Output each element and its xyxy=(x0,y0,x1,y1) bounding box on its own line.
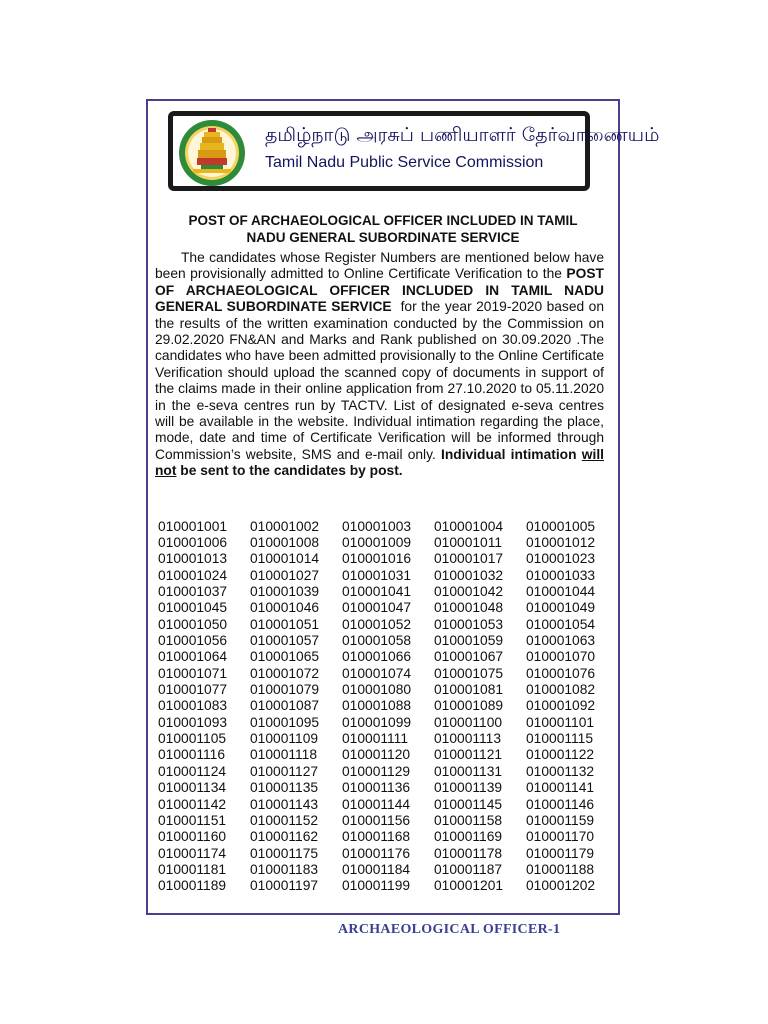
table-row xyxy=(158,583,618,599)
register-number: 010001092 xyxy=(526,698,596,714)
register-number: 010001101 xyxy=(526,714,595,730)
table-row xyxy=(158,878,618,894)
table-row xyxy=(158,534,618,550)
register-number: 010001124 xyxy=(158,763,227,779)
register-number: 010001159 xyxy=(526,812,595,828)
register-number: 010001076 xyxy=(526,665,596,681)
register-number: 010001009 xyxy=(342,535,412,551)
register-number: 010001080 xyxy=(342,682,412,698)
register-number: 010001008 xyxy=(250,535,320,551)
register-number: 010001099 xyxy=(342,714,412,730)
register-number: 010001046 xyxy=(250,600,320,616)
register-number: 010001082 xyxy=(526,682,596,698)
register-number: 010001049 xyxy=(526,600,596,616)
table-row xyxy=(158,600,618,616)
table-row xyxy=(158,616,618,632)
register-number: 010001136 xyxy=(342,780,411,796)
register-number: 010001079 xyxy=(250,682,320,698)
register-number: 010001120 xyxy=(342,747,411,763)
register-number: 010001052 xyxy=(342,616,412,632)
register-number: 010001143 xyxy=(250,796,319,812)
paragraph-text-2: for the year 2019-2020 based on the results of the written examination conducted by the Commission on 29.02.2020 FN&AN and Marks and Rank published on 30.09.2020 .The candidates who have been admitted provisionally to the Online Certificate Verification should upload the scanned copy of documents in support of the claims made in their online application from 27.10.2020 to 05.11.2020 in the e-seva centres run by TACTV. List of designated e-seva centres will be available in the website. Individual intimation regarding the place, mode, date and time of Certificate Verification will be informed through Commission’s website, SMS and e-mail only. xyxy=(155,299,604,462)
register-number: 010001041 xyxy=(342,584,412,600)
register-number: 010001146 xyxy=(526,796,595,812)
register-number: 010001199 xyxy=(342,878,411,894)
register-number: 010001027 xyxy=(250,567,320,583)
register-number: 010001144 xyxy=(342,796,411,812)
register-number: 010001156 xyxy=(342,812,411,828)
register-number: 010001056 xyxy=(158,633,228,649)
register-number: 010001132 xyxy=(526,763,595,779)
register-numbers-table xyxy=(158,518,618,894)
register-number: 010001151 xyxy=(158,812,227,828)
register-number: 010001089 xyxy=(434,698,504,714)
register-number: 010001032 xyxy=(434,567,504,583)
tamil-nadu-emblem-icon xyxy=(177,118,247,188)
register-number: 010001141 xyxy=(526,780,595,796)
table-row xyxy=(158,714,618,730)
register-number: 010001045 xyxy=(158,600,228,616)
register-number: 010001048 xyxy=(434,600,504,616)
register-number: 010001118 xyxy=(250,747,318,763)
register-number: 010001122 xyxy=(526,747,595,763)
register-number: 010001039 xyxy=(250,584,320,600)
register-number: 010001064 xyxy=(158,649,228,665)
register-number: 010001011 xyxy=(434,535,503,551)
register-number: 010001131 xyxy=(434,763,503,779)
register-number: 010001014 xyxy=(250,551,320,567)
register-number: 010001202 xyxy=(526,878,596,894)
footer-label: ARCHAEOLOGICAL OFFICER-1 xyxy=(338,922,561,937)
register-number: 010001111 xyxy=(342,731,408,747)
register-number: 010001135 xyxy=(250,780,319,796)
intimation-bold-a: Individual intimation xyxy=(441,446,577,462)
register-number: 010001115 xyxy=(526,731,594,747)
register-number: 010001017 xyxy=(434,551,504,567)
register-number: 010001059 xyxy=(434,633,504,649)
document-frame xyxy=(146,99,660,915)
register-number: 010001088 xyxy=(342,698,412,714)
register-number: 010001037 xyxy=(158,584,228,600)
register-number: 010001016 xyxy=(342,551,412,567)
register-number: 010001121 xyxy=(434,747,503,763)
commission-header xyxy=(168,111,660,191)
intimation-bold-b: be sent to the candidates by post. xyxy=(180,463,403,479)
table-row xyxy=(158,730,618,746)
register-number: 010001067 xyxy=(434,649,504,665)
register-number: 010001083 xyxy=(158,698,228,714)
table-row xyxy=(158,861,618,877)
register-number: 010001145 xyxy=(434,796,503,812)
table-row xyxy=(158,551,618,567)
table-row xyxy=(158,747,618,763)
register-number: 010001176 xyxy=(342,845,411,861)
register-number: 010001024 xyxy=(158,567,228,583)
register-number: 010001152 xyxy=(250,812,319,828)
register-number: 010001116 xyxy=(158,747,226,763)
table-row xyxy=(158,698,618,714)
register-number: 010001109 xyxy=(250,731,319,747)
register-number: 010001181 xyxy=(158,861,227,877)
table-row xyxy=(158,681,618,697)
register-number: 010001178 xyxy=(434,845,503,861)
register-number: 010001169 xyxy=(434,829,503,845)
paragraph-text-1: The candidates whose Register Numbers are mentioned below have been provisionally admitted to Online Certificate Verification to the xyxy=(155,250,604,282)
register-number: 010001197 xyxy=(250,878,319,894)
register-number: 010001047 xyxy=(342,600,412,616)
register-number: 010001053 xyxy=(434,616,504,632)
notice-paragraph xyxy=(155,250,604,480)
register-number: 010001075 xyxy=(434,665,504,681)
register-number: 010001050 xyxy=(158,616,228,632)
register-number: 010001175 xyxy=(250,845,319,861)
table-row xyxy=(158,845,618,861)
register-number: 010001139 xyxy=(434,780,503,796)
register-number: 010001033 xyxy=(526,567,596,583)
register-number: 010001066 xyxy=(342,649,412,665)
register-number: 010001058 xyxy=(342,633,412,649)
register-number: 010001077 xyxy=(158,682,228,698)
register-number: 010001095 xyxy=(250,714,320,730)
register-number: 010001162 xyxy=(250,829,319,845)
register-number: 010001100 xyxy=(434,714,503,730)
register-number: 010001174 xyxy=(158,845,227,861)
tamil-commission-title: தமிழ்நாடு அரசுப் பணியாளர் தேர்வாணையம் xyxy=(265,124,660,146)
register-number: 010001005 xyxy=(526,518,596,534)
table-row xyxy=(158,567,618,583)
table-row xyxy=(158,763,618,779)
register-number: 010001051 xyxy=(250,616,320,632)
register-number: 010001160 xyxy=(158,829,227,845)
register-number: 010001158 xyxy=(434,812,503,828)
table-row xyxy=(158,796,618,812)
register-number: 010001072 xyxy=(250,665,320,681)
register-number: 010001057 xyxy=(250,633,320,649)
register-number: 010001179 xyxy=(526,845,595,861)
register-number: 010001044 xyxy=(526,584,596,600)
table-row xyxy=(158,649,618,665)
table-row xyxy=(158,665,618,681)
heading-line-1: POST OF ARCHAEOLOGICAL OFFICER INCLUDED IN TAMIL xyxy=(188,213,578,228)
register-number: 010001071 xyxy=(158,665,228,681)
register-number: 010001168 xyxy=(342,829,411,845)
register-number: 010001187 xyxy=(434,861,503,877)
register-number: 010001004 xyxy=(434,518,504,534)
register-number: 010001170 xyxy=(526,829,595,845)
table-row xyxy=(158,518,618,534)
register-number: 010001070 xyxy=(526,649,596,665)
register-number: 010001054 xyxy=(526,616,596,632)
register-number: 010001012 xyxy=(526,535,596,551)
register-number: 010001013 xyxy=(158,551,228,567)
register-number: 010001129 xyxy=(342,763,411,779)
register-number: 010001184 xyxy=(342,861,411,877)
table-row xyxy=(158,812,618,828)
register-number: 010001093 xyxy=(158,714,228,730)
table-row xyxy=(158,829,618,845)
table-row xyxy=(158,780,618,796)
heading-line-2: NADU GENERAL SUBORDINATE SERVICE xyxy=(246,230,520,245)
register-number: 010001042 xyxy=(434,584,504,600)
register-number: 010001127 xyxy=(250,763,319,779)
register-number: 010001006 xyxy=(158,535,228,551)
register-number: 010001023 xyxy=(526,551,596,567)
register-number: 010001031 xyxy=(342,567,412,583)
register-number: 010001063 xyxy=(526,633,596,649)
register-number: 010001001 xyxy=(158,518,228,534)
register-number: 010001189 xyxy=(158,878,227,894)
english-commission-title: Tamil Nadu Public Service Commission xyxy=(265,154,544,171)
register-number: 010001201 xyxy=(434,878,504,894)
register-number: 010001134 xyxy=(158,780,227,796)
post-heading xyxy=(158,212,608,246)
register-number: 010001142 xyxy=(158,796,227,812)
table-row xyxy=(158,632,618,648)
register-number: 010001113 xyxy=(434,731,502,747)
register-number: 010001002 xyxy=(250,518,320,534)
will-not-underlined: will not xyxy=(155,446,604,479)
post-name-bold: POST OF ARCHAEOLOGICAL OFFICER INCLUDED IN TAMIL NADU GENERAL SUBORDINATE SERVICE xyxy=(155,266,604,315)
register-number: 010001081 xyxy=(434,682,504,698)
register-number: 010001003 xyxy=(342,518,412,534)
register-number: 010001183 xyxy=(250,861,319,877)
register-number: 010001087 xyxy=(250,698,320,714)
register-number: 010001065 xyxy=(250,649,320,665)
register-number: 010001188 xyxy=(526,861,595,877)
register-number: 010001105 xyxy=(158,731,227,747)
register-number: 010001074 xyxy=(342,665,412,681)
